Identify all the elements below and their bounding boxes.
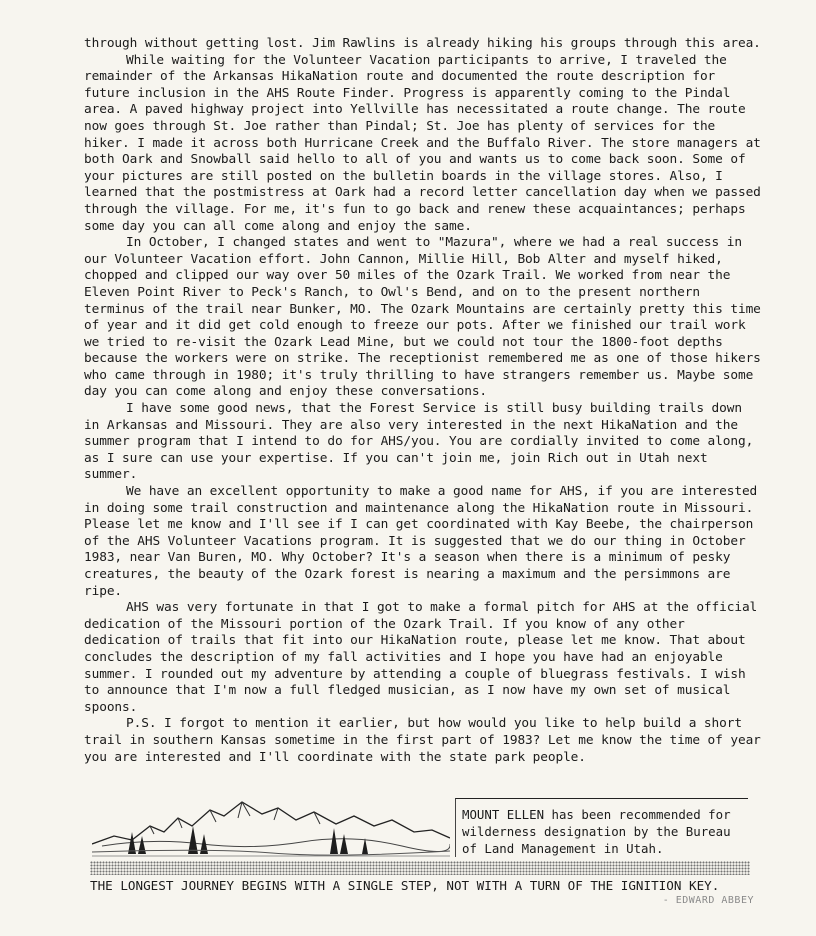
article-body [84,36,764,766]
dotted-divider [90,861,750,875]
paragraph-missouri-opportunity: We have an excellent opportunity to make a good name for AHS, if you are interested in doing some trail construction and maintenance along the HikaNation route in Missouri. Please let me know and I'll see if I can get coordinated with Kay Beebe, the chairperson of the AHS Volunteer Vacations program. It is suggested that we do our thing in October 1983, near Van Buren, MO. Why October? It's a season when there is a minimum of pesky creatures, the beauty of the Ozark forest is nearing a maximum and the persimmons are ripe. [84,484,758,599]
paragraph-ozark-trail: In October, I changed states and went to "Mazura", where we had a real success in our Volunteer Vacation effort. John Cannon, Millie Hill, Bob Alter and myself hiked, chopped and clipped our way over 50 miles of the Ozark Trail. We worked from near the Eleven Point River to Peck's Ranch, to Owl's Bend, and on to the present northern terminus of the trail near Bunker, MO. The Ozark Mountains are certainly pretty this time of year and it did get cold enough to freeze our pots. After we finished our trail work we tried to re-visit the Ozark Lead Mine, but we could not tour the 1800-foot depths because the workers were on strike. The receptionist remembered me as one of those hikers who came through in 1980; it's truly thrilling to have strangers remember us. Maybe some day you can come along and enjoy these conversations. [84,235,761,400]
paragraph-route-documentation: While waiting for the Volunteer Vacation participants to arrive, I traveled the remainder of the Arkansas HikaNation route and documented the route description for future inclusion in the AHS Route Finder. Progress is apparently coming to the Pindal area. A paved highway project into Yellville has necessitated a route change. The route now goes through St. Joe rather than Pindal; St. Joe has plenty of services for the hiker. I made it across both Hurricane Creek and the Buffalo River. The store managers at both Oark and Snowball said hello to all of you and wants us to come back soon. Some of your pictures are still posted on the bulletin boards in the village stores. Also, I learned that the postmistress at Oark had a record letter cancellation day when we passed through the village. For me, it's fun to go back and renew these acquaintances; perhaps some day you can all come along and enjoy the same. [84,52,761,234]
paragraph-continuation: through without getting lost. Jim Rawlins is already hiking his groups through this area. [84,36,761,51]
paragraph-postscript: P.S. I forgot to mention it earlier, but how would you like to help build a short trail in southern Kansas sometime in the first part of 1983? Let me know the time of year you are interested and I'll coordinate with the state park people. [84,716,761,765]
closing-quote: THE LONGEST JOURNEY BEGINS WITH A SINGLE STEP, NOT WITH A TURN OF THE IGNITION KEY. [90,878,720,893]
paragraph-dedication: AHS was very fortunate in that I got to make a formal pitch for AHS at the official dedication of the Missouri portion of the Ozark Trail. If you know of any other dedication of trails that fit into our HikaNation route, please let me know. That about concludes the description of my fall activities and I hope you have had an enjoyable summer. I rounded out my adventure by attending a couple of bluegrass festivals. I wish to announce that I'm now a full fledged musician, as I now have my own set of musical spoons. [84,600,758,715]
quote-attribution: - EDWARD ABBEY [662,895,754,906]
mountain-landscape-illustration [92,796,450,858]
mount-ellen-callout: MOUNT ELLEN has been recommended for wilderness designation by the Bureau of Land Management in Utah. [455,798,748,857]
paragraph-forest-service: I have some good news, that the Forest Service is still busy building trails down in Arkansas and Missouri. They are also very interested in the next HikaNation and the summer program that I intend to do for AHS/you. You are cordially invited to come along, as I sure can use your expertise. If you can't join me, join Rich out in Utah next summer. [84,401,754,483]
